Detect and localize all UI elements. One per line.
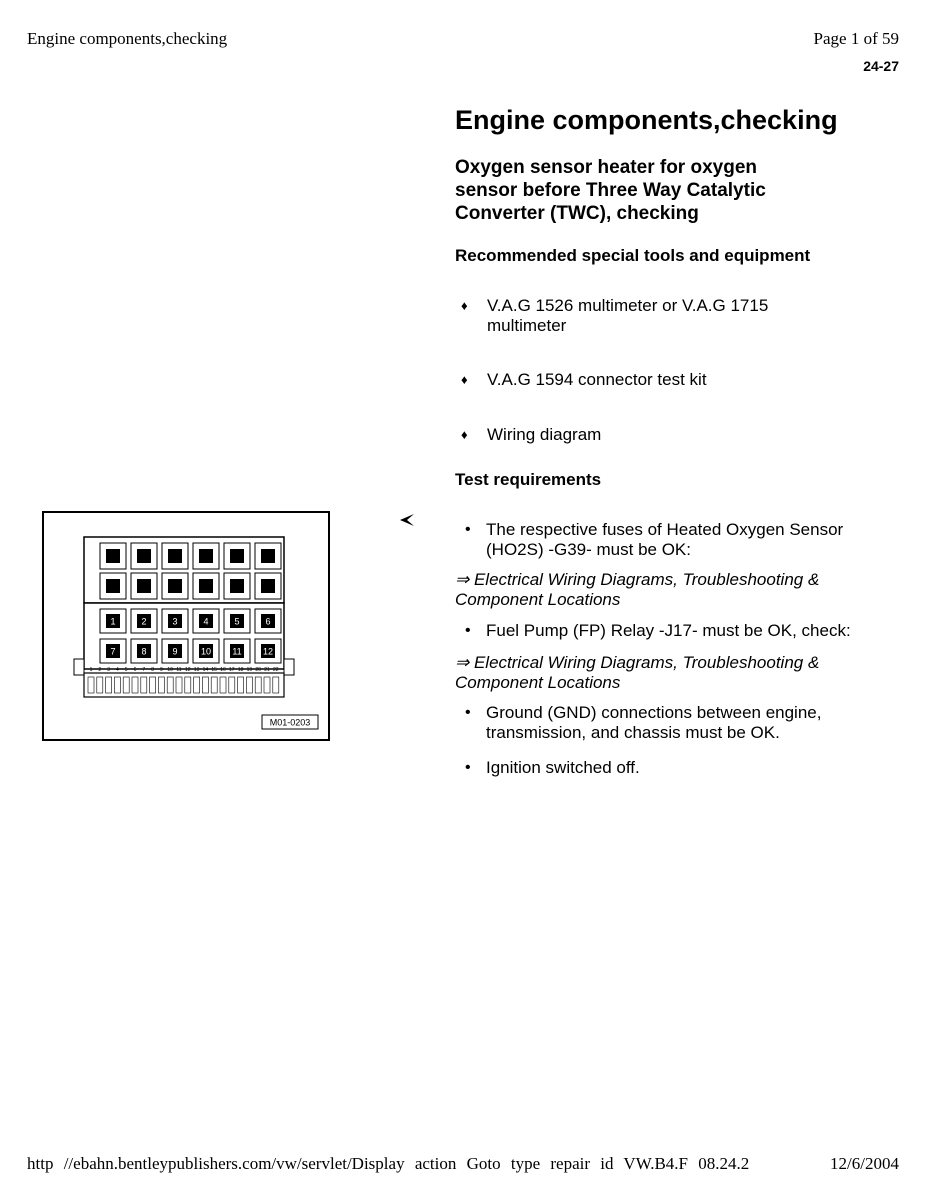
relay-number: 5 xyxy=(234,616,240,627)
figure-label: M01-0203 xyxy=(269,717,311,728)
pin-number: 11 xyxy=(176,667,182,673)
connector-pin xyxy=(123,677,129,693)
footer-url: http //ebahn.bentleypublishers.com/vw/servlet/Display action Goto type repair id VW.B4.F 08.24.2 xyxy=(27,1154,750,1173)
pin-number: 19 xyxy=(246,667,253,673)
test-requirements-heading: Test requirements xyxy=(455,470,602,489)
requirement-text: Ignition switched off. xyxy=(486,758,640,777)
wiring-diagram-reference[interactable]: ⇒ Electrical Wiring Diagrams, Troubleshooting & Component Locations xyxy=(455,570,820,609)
tools-heading: Recommended special tools and equipment xyxy=(455,246,811,265)
relay-number: 7 xyxy=(110,646,116,657)
pin-number: 6 xyxy=(133,667,137,673)
requirement-item xyxy=(455,520,895,562)
relay-socket xyxy=(100,543,126,569)
relay-slot xyxy=(162,609,188,633)
relay-number: 1 xyxy=(110,616,116,627)
dot-bullet-icon: • xyxy=(465,622,471,639)
pin-number: 17 xyxy=(229,667,235,673)
connector-pin xyxy=(176,677,182,693)
wiring-diagram-reference[interactable]: ⇒ Electrical Wiring Diagrams, Troubleshooting & Component Locations xyxy=(455,653,820,692)
page-number: Page 1 of 59 xyxy=(813,29,899,48)
relay-slot xyxy=(131,609,157,633)
requirement-item xyxy=(455,621,895,643)
requirement-text: Fuel Pump (FP) Relay -J17- must be OK, check: xyxy=(486,621,851,640)
relay-slot xyxy=(224,609,250,633)
footer xyxy=(27,1154,899,1174)
pin-number: 15 xyxy=(211,667,217,673)
section-code: 24-27 xyxy=(863,58,899,74)
connector-pin xyxy=(141,677,147,693)
pin-number: 4 xyxy=(116,667,119,673)
pin-number: 1 xyxy=(89,667,93,673)
pin-number: 22 xyxy=(273,667,279,673)
relay-socket xyxy=(255,573,281,599)
tool-item-text: V.A.G 1594 connector test kit xyxy=(487,370,707,389)
relay-slot xyxy=(255,639,281,663)
relay-number: 9 xyxy=(172,646,178,657)
tool-item xyxy=(461,425,891,447)
pointer-arrow-icon xyxy=(398,512,416,530)
relay-number: 12 xyxy=(262,646,274,657)
footer-date: 12/6/2004 xyxy=(830,1154,899,1173)
relay-socket xyxy=(131,543,157,569)
connector-pin xyxy=(255,677,261,693)
pin-number: 12 xyxy=(185,667,191,673)
relay-socket xyxy=(224,543,250,569)
connector-pin xyxy=(220,677,226,693)
requirement-item xyxy=(455,703,895,745)
relay-socket xyxy=(193,543,219,569)
pin-number: 2 xyxy=(98,667,102,673)
pin-number: 5 xyxy=(124,667,128,673)
connector-pin xyxy=(246,677,252,693)
requirement-item xyxy=(455,758,895,780)
connector-pin xyxy=(132,677,138,693)
relay-number: 4 xyxy=(203,616,209,627)
tool-item-text: Wiring diagram xyxy=(487,425,602,444)
relay-socket xyxy=(131,573,157,599)
connector-pin xyxy=(194,677,200,693)
relay-panel-diagram-icon xyxy=(44,513,328,739)
pin-number: 13 xyxy=(193,667,200,673)
page-title: Engine components,checking xyxy=(455,105,838,135)
relay-slot xyxy=(224,639,250,663)
pin-number: 20 xyxy=(255,667,261,673)
relay-panel-figure xyxy=(42,511,330,741)
requirement-text: The respective fuses of Heated Oxygen Sensor (HO2S) -G39- must be OK: xyxy=(486,520,844,559)
dot-bullet-icon: • xyxy=(465,759,471,776)
relay-slot xyxy=(162,639,188,663)
connector-pin xyxy=(150,677,156,693)
pin-number: 8 xyxy=(151,667,154,673)
connector-pin xyxy=(167,677,173,693)
relay-slot xyxy=(255,609,281,633)
relay-socket xyxy=(100,573,126,599)
connector-pin xyxy=(211,677,217,693)
relay-number: 2 xyxy=(141,616,147,627)
relay-socket xyxy=(224,573,250,599)
relay-slot xyxy=(131,639,157,663)
relay-number: 3 xyxy=(172,616,178,627)
pin-number: 9 xyxy=(160,667,163,673)
relay-number: 8 xyxy=(141,646,147,657)
pin-number: 21 xyxy=(264,667,270,673)
connector-pin xyxy=(158,677,164,693)
relay-slot xyxy=(100,609,126,633)
relay-socket xyxy=(193,573,219,599)
diamond-bullet-icon: ♦ xyxy=(461,372,468,387)
connector-pin xyxy=(238,677,244,693)
relay-number: 10 xyxy=(200,646,212,657)
requirement-text: Ground (GND) connections between engine, transmission, and chassis must be OK. xyxy=(486,703,822,742)
relay-socket xyxy=(255,543,281,569)
relay-number: 11 xyxy=(232,646,242,657)
tool-item xyxy=(461,370,891,392)
header-title: Engine components,checking xyxy=(27,29,228,48)
tool-item xyxy=(461,296,891,338)
connector-pin xyxy=(97,677,103,693)
pin-number: 16 xyxy=(220,667,226,673)
relay-slot xyxy=(193,639,219,663)
connector-pin xyxy=(273,677,279,693)
pin-number: 10 xyxy=(167,667,173,673)
dot-bullet-icon: • xyxy=(465,521,471,538)
dot-bullet-icon: • xyxy=(465,704,471,721)
connector-pin xyxy=(114,677,120,693)
page-subtitle: Oxygen sensor heater for oxygen sensor before Three Way Catalytic Converter (TWC), checking xyxy=(455,157,766,224)
relay-socket xyxy=(162,543,188,569)
diamond-bullet-icon: ♦ xyxy=(461,298,468,313)
connector-pin xyxy=(202,677,208,693)
relay-number: 6 xyxy=(265,616,271,627)
connector-pin xyxy=(264,677,270,693)
tool-item-text: V.A.G 1526 multimeter or V.A.G 1715 multimeter xyxy=(487,296,769,335)
pin-number: 3 xyxy=(107,667,110,673)
connector-pin xyxy=(229,677,235,693)
diamond-bullet-icon: ♦ xyxy=(461,427,468,442)
connector-pin xyxy=(88,677,94,693)
connector-pin xyxy=(106,677,112,693)
connector-pin xyxy=(185,677,191,693)
pin-number: 7 xyxy=(142,667,146,673)
pin-number: 18 xyxy=(237,667,244,673)
relay-slot xyxy=(193,609,219,633)
relay-socket xyxy=(162,573,188,599)
pin-number: 14 xyxy=(202,667,209,673)
relay-slot xyxy=(100,639,126,663)
